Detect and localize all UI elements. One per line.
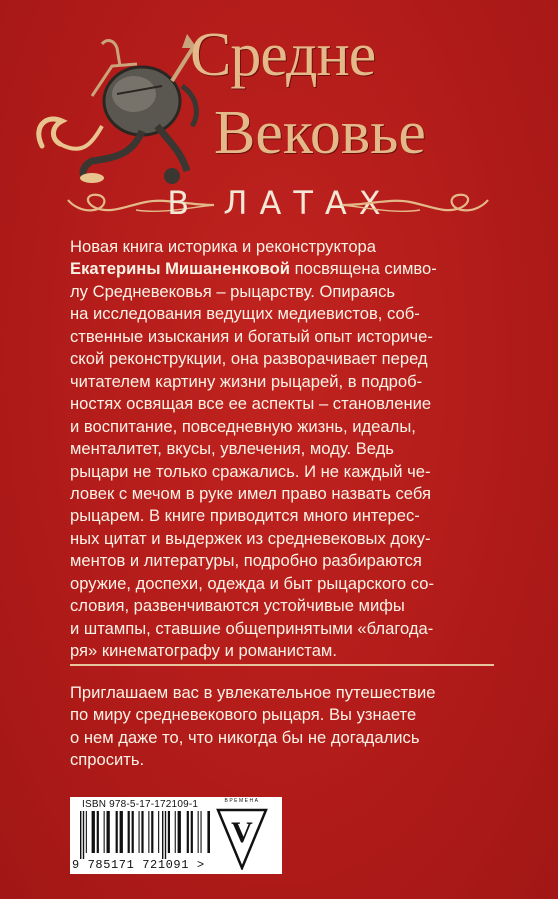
series-title-line1: Средне	[190, 21, 376, 89]
annotation-line-text: рыцарем. В книге приводится много интерес-	[70, 506, 420, 526]
annotation-line-text: ственные изыскания и богатый опыт историче-	[70, 326, 433, 346]
barcode-bar	[168, 811, 170, 853]
ornament-right-icon	[340, 188, 490, 222]
publisher-v-icon	[216, 806, 268, 870]
annotation-line-text: читателем картину жизни рыцарей, в подроб-	[70, 371, 423, 391]
annotation-line	[70, 393, 495, 415]
barcode-bar	[116, 811, 118, 853]
barcode-bar	[128, 811, 130, 853]
publisher-logo	[210, 797, 274, 874]
annotation-line	[70, 303, 495, 325]
annotation-line	[70, 505, 495, 527]
annotation-line	[70, 438, 495, 460]
barcode-bar	[104, 811, 105, 853]
annotation-line	[70, 595, 495, 617]
annotation-line	[70, 416, 495, 438]
annotation-line-text: ря» кинематографу и романистам.	[70, 641, 337, 661]
annotation-line	[70, 618, 495, 640]
barcode-bar	[201, 811, 202, 853]
annotation-line-text: ных цитат и выдержек из средневековых доку-	[70, 528, 431, 548]
barcode-bar	[80, 811, 81, 859]
annotation-line	[70, 461, 495, 483]
series-title-line2: Вековье	[214, 99, 426, 167]
barcode-bar	[139, 811, 140, 853]
barcode-bar	[175, 811, 176, 853]
annotation-line	[70, 258, 495, 280]
annotation-line-text: Новая книга историка и реконструктора	[70, 237, 377, 256]
barcode-bar	[151, 811, 153, 853]
annotation-line-text: и воспитание, повседневную жизнь, идеалы,	[70, 416, 416, 436]
barcode-bar	[148, 811, 149, 853]
annotation-line-text: на исследования ведущих медиевистов, соб-	[70, 304, 420, 324]
publisher-name: ВРЕМЕНА	[224, 798, 260, 804]
invitation-line: спросить.	[70, 750, 145, 770]
annotation-line-text: ской реконструкции, она разворачивает перед	[70, 349, 428, 369]
annotation-line-text: рыцари не только сражались. И не каждый че-	[70, 461, 431, 481]
barcode-bar	[132, 811, 134, 853]
barcode-bar	[165, 811, 166, 859]
barcode-bar	[97, 811, 99, 853]
barcode-bar	[83, 811, 84, 859]
annotation-line	[70, 528, 495, 550]
annotation-line-text: оружие, доспехи, одежда и быт рыцарского со-	[70, 573, 435, 593]
barcode-bar	[178, 811, 181, 853]
annotation-line	[70, 550, 495, 572]
annotation-line	[70, 483, 495, 505]
publisher-letter: V	[231, 816, 253, 849]
annotation-line-text: посвящена симво-	[290, 259, 437, 279]
annotation-line	[70, 573, 495, 595]
barcode-bar	[158, 811, 159, 853]
annotation-line	[70, 236, 495, 258]
annotation-line-text: ментов и литературы, подробно разбираются	[70, 551, 422, 571]
annotation-line-text: ностях освящая все ее аспекты – становление	[70, 394, 432, 414]
invitation-line: о нем даже то, что никогда бы не догадались	[70, 727, 420, 747]
annotation-text	[70, 236, 495, 663]
annotation-line	[70, 326, 495, 348]
series-subtitle: В ЛАТАХ	[167, 184, 393, 222]
barcode-bar	[92, 811, 95, 853]
annotation-line-text: ловек с мечом в руке имел право назвать себя	[70, 483, 431, 503]
barcode-bar	[86, 811, 87, 853]
annotation-line	[70, 371, 495, 393]
annotation-line	[70, 281, 495, 303]
barcode-bar	[120, 811, 123, 853]
annotation-line	[70, 640, 495, 662]
barcode-bar	[198, 811, 199, 853]
barcode-bar	[162, 811, 163, 859]
invitation-line: Приглашаем вас в увлекательное путешествие	[70, 683, 436, 702]
barcode-bar	[141, 811, 143, 853]
invitation-text	[70, 682, 495, 772]
annotation-line	[70, 348, 495, 370]
annotation-line-text: и штампы, ставшие общепринятыми «благода-	[70, 618, 434, 638]
barcode-bar	[187, 811, 189, 853]
annotation-line-text: словия, развенчиваются устойчивые мифы	[70, 596, 405, 616]
annotation-line-text: лу Средневековья – рыцарству. Опираясь	[70, 281, 396, 301]
isbn-label: ISBN 978-5-17-172109-1	[82, 799, 199, 810]
author-name: Екатерины Мишаненковой	[70, 259, 290, 279]
annotation-line-text: менталитет, вкусы, увлечения, моду. Ведь	[70, 439, 394, 459]
series-title	[190, 12, 460, 192]
knight-creature-illustration	[22, 26, 212, 191]
barcode-bar	[107, 811, 110, 853]
barcode-bar	[191, 811, 193, 853]
barcode-digits: 9 785171 721091 >	[72, 858, 205, 872]
section-divider	[70, 664, 494, 666]
invitation-line: по миру средневекового рыцаря. Вы узнаете	[70, 705, 417, 725]
